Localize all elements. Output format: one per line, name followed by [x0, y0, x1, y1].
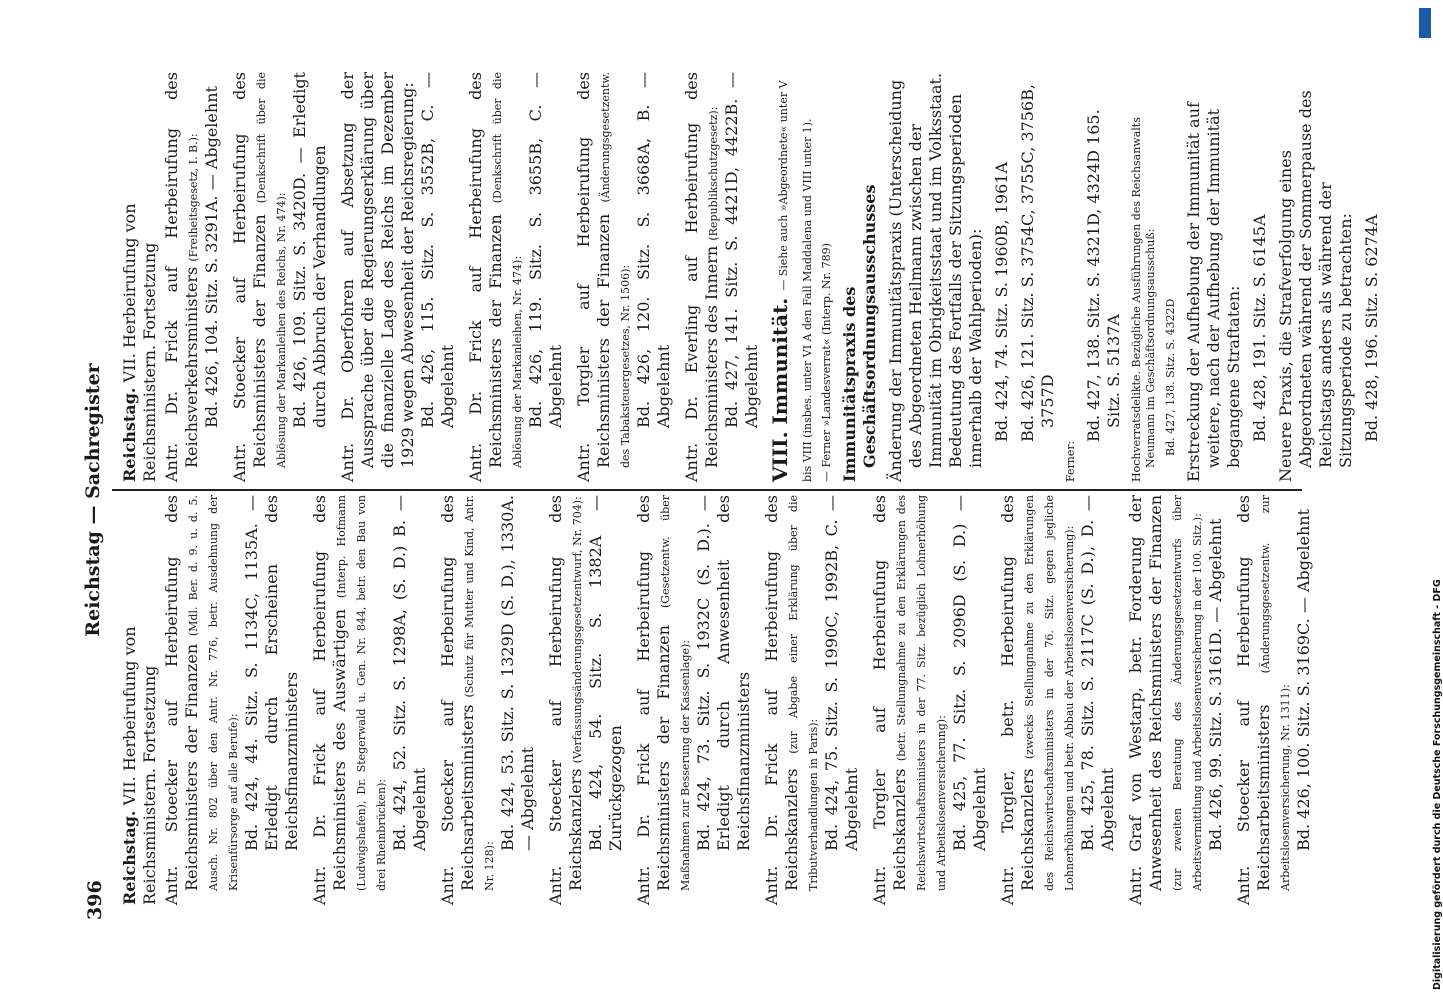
right-entry — [682, 72, 762, 482]
entry-main-text: Antr. Dr. Everling auf Herbeirufung des Reichsministers des Innern — [682, 72, 721, 482]
entry-subtext: (Interp. Hofmann (Ludwigshafen), Dr. Stegerwald u. Gen. Nr. 844, betr. den Bau von drei Rheinbrücken): — [335, 495, 388, 891]
praxis-text: Änderung der Immunitätspraxis (Unterscheidung des Abgeordneten Heilmann zwischen der Immunität im Obrigkeitsstaat und im Volksstaat. Bedeutung des Fortfalls der Sitzungsperioden innerhalb der Wahlperioden): — [886, 72, 985, 482]
entry-main-text: Antr. Stoecker auf Herbeirufung des Reichsarbeitsministers — [1234, 495, 1273, 905]
left-entry — [162, 495, 302, 905]
left-entry — [1126, 495, 1226, 905]
entry-reference: Bd. 424, 53. Sitz. S. 1329D (S. D.), 1330A. — Abgelehnt — [498, 495, 537, 851]
entry-reference: Bd. 424, 54. Sitz. S. 1382A — Zurückgezogen — [586, 495, 625, 851]
entry-main-text: Antr. Stoecker auf Herbeirufung des Reichsministers der Finanzen — [162, 495, 201, 905]
entry-subtext: (zur zweiten Beratung des Änderungsgesetzentwurfs über Arbeitsvermittlung und Arbeitslosenversicherung in der 100. Sitz.): — [1171, 495, 1204, 891]
ferner-label: Ferner: — [1064, 440, 1077, 482]
right-entry — [162, 72, 222, 482]
entry-subtext: (zwecks Stellungnahme zu den Erklärungen des Reichswirtschaftsministers in der 76. Sitz. gegen jegliche Lohnerhöhungen und betr. Abbau der Arbeitslosenversicherung): — [1023, 495, 1076, 891]
left-entry — [634, 495, 754, 905]
right-column-heading — [120, 72, 160, 482]
section-title-text: VIII. Immunität. — [768, 297, 792, 482]
neuere-praxis-ref: Bd. 428, 196. Sitz. S. 6274A — [1362, 214, 1381, 442]
erstreckung-text: Erstreckung der Aufhebung der Immunität auf weitere, nach der Aufhebung der Immunität begangene Straftaten: — [1184, 102, 1243, 482]
right-entry — [230, 72, 330, 482]
entry-reference: Bd. 426, 120. Sitz. S. 3668A, B. — Abgelehnt — [634, 72, 673, 428]
entry-subtext: (Republikschutzgesetz): — [707, 106, 720, 241]
left-entry — [310, 495, 430, 905]
entry-main-text: Antr. Stoecker auf Herbeirufung des Reichskanzlers — [546, 495, 585, 905]
entry-subtext: (Änderungsgesetzentw. des Tabaksteuergesetzes, Nr. 1506): — [599, 72, 632, 468]
left-entry — [546, 495, 626, 905]
left-heading-rest: VII. Herbeirufung von Reichsministern. Fortsetzung — [120, 626, 159, 905]
right-entry — [574, 72, 674, 482]
dfg-note-text: Digitalisierung gefördert durch die Deutsche Forschungsgemeinschaft - DFG — [1432, 579, 1443, 990]
right-entry — [338, 72, 458, 482]
entry-main-text: Antr. Graf von Westarp, betr. Forderung der Anwesenheit des Reichsministers der Finanzen — [1126, 495, 1165, 905]
entry-subtext: (Verfassungsänderungsgesetzentwurf, Nr. 704): — [571, 496, 584, 764]
entry-reference: Bd. 426, 109. Sitz. S. 3420D. — Erledigt durch Abbruch der Verhandlungen — [290, 72, 329, 428]
section-viii-title — [770, 72, 818, 482]
entry-reference: Bd. 425, 77. Sitz. S. 2096D (S. D.) — Abgelehnt — [950, 495, 989, 851]
left-entry-list — [162, 495, 1314, 905]
left-heading-bold: Reichstag. — [120, 810, 139, 905]
left-column — [120, 495, 1313, 905]
left-entry — [870, 495, 990, 905]
right-entry-list — [162, 72, 762, 482]
entry-subtext: (Änderungsgesetzentw. zur Arbeitslosenversicherung, Nr. 1311): — [1259, 495, 1292, 891]
entry-reference: Bd. 425, 78. Sitz. S. 2117C (S. D.), D. — Abgelehnt — [1078, 495, 1117, 851]
entry-main-text: Antr. Torgler auf Herbeirufung des Reichskanzlers — [870, 495, 909, 905]
right-entry — [466, 72, 566, 482]
praxis-ref-1: Bd. 424, 74. Sitz. S. 1960B, 1961A — [992, 161, 1011, 442]
entry-main-text: Antr. Torgler auf Herbeirufung des Reichsministers der Finanzen — [574, 72, 613, 482]
right-heading-bold: Reichstag. — [120, 387, 139, 482]
entry-reference: Bd. 424, 52. Sitz. S. 1298A, (S. D.) B. — Abgelehnt — [390, 495, 429, 851]
entry-subtext: (betr. Stellungnahme zu den Erklärungen des Reichswirtschaftsministers in der 77. Sitz. bezüglich Lohnerhöhung und Arbeitslosenversicherung): — [895, 495, 948, 891]
erstreckung-ref: Bd. 428, 191. Sitz. S. 6145A — [1250, 214, 1269, 442]
entry-subtext: (Mdl. Ber. d. 9. u. d. 5. Ausch. Nr. 802 über den Antr. Nr. 776, betr. Ausdehnung der Krisenfürsorge auf alle Berufe): — [187, 495, 240, 891]
praxis-ref-2: Bd. 426, 121. Sitz. S. 3754C, 3755C, 3756B, 3757D — [1018, 84, 1057, 442]
entry-reference: Bd. 424, 73. Sitz. S. 1932C (S. D.). — Erledigt durch Anwesenheit des Reichsfinanzministers — [694, 495, 753, 851]
entry-reference: Bd. 427, 141. Sitz. S. 4421D, 4422B. — Abgelehnt — [722, 72, 761, 428]
ferner-ref: Bd. 427, 138. Sitz. S. 4321D, 4324D 165. Sitz. S. 5137A — [1084, 109, 1123, 442]
entry-main-text: Antr. Dr. Frick auf Herbeirufung des Reichsministers der Finanzen — [634, 495, 673, 905]
entry-subtext: (Schutz für Mutter und Kind, Antr. Nr. 128): — [463, 495, 496, 891]
right-column — [120, 72, 1381, 482]
left-entry — [762, 495, 862, 905]
left-entry — [998, 495, 1118, 905]
entry-reference: Bd. 424, 44. Sitz. S. 1134C, 1135A. — Erledigt durch Erscheinen des Reichsfinanzministers — [242, 495, 301, 851]
entry-reference: Bd. 424, 75. Sitz. S. 1990C, 1992B, C. — Abgelehnt — [822, 495, 861, 851]
right-heading-rest: VII. Herbeirufung von Reichsministern. Fortsetzung — [120, 203, 159, 482]
praxis-title: Immunitätspraxis des Geschäftsordnungsausschusses — [840, 184, 879, 482]
entry-main-text: Antr. Dr. Frick auf Herbeirufung des Reichsverkehrsministers — [162, 72, 201, 482]
dfg-margin-note — [1418, 10, 1443, 990]
left-entry — [1234, 495, 1314, 905]
entry-subtext: (Denkschrift über die Ablösung der Markanleihen, Nr. 474): — [491, 72, 524, 468]
ferner-line: — Ferner »Landesverrat« (Interp. Nr. 789) — [820, 243, 833, 482]
entry-main-text: Antr. Dr. Frick auf Herbeirufung des Reichsministers der Finanzen — [466, 72, 505, 482]
entry-main-text: Antr. Dr. Frick auf Herbeirufung des Reichskanzlers — [762, 495, 801, 905]
column-divider — [112, 489, 1302, 491]
entry-subtext: (zur Abgabe einer Erklärung über die Tributverhandlungen in Paris): — [787, 495, 820, 891]
entry-main-text: Antr. Dr. Frick auf Herbeirufung des Reichsministers des Auswärtigen — [310, 495, 349, 905]
entry-reference: Bd. 426, 115. Sitz. S. 3552B, C. — Abgelehnt — [418, 72, 457, 428]
hochverrat-text: Hochverratsdelikte. Bezügliche Ausführungen des Reichsanwalts Neumann im Geschäftsordnungsausschuß: — [1130, 117, 1157, 482]
entry-reference: Bd. 426, 119. Sitz. S. 3655B, C. — Abgelehnt — [526, 72, 565, 428]
entry-main-text: Antr. Torgler, betr. Herbeirufung des Reichskanzlers — [998, 495, 1037, 905]
hochverrat-ref: Bd. 427, 138. Sitz. S. 4322D — [1164, 298, 1177, 456]
page-number: 396 — [84, 880, 106, 920]
section-note: — Siehe auch »Abgeordnete« unter V bis VIII (insbes. unter VI A den Fall Maddalena und VIII unter 1). — [777, 80, 814, 482]
entry-main-text: Antr. Stoecker auf Herbeirufung des Reichsarbeitsministers — [438, 495, 477, 905]
entry-subtext: (Denkschrift über die Ablösung der Markanleihen des Reichs, Nr. 474): — [255, 72, 288, 468]
neuere-praxis-text: Neuere Praxis, die Strafverfolgung eines Abgeordneten während der Sommerpause des Reichstags anders als während der Sitzungsperiode zu betrachten: — [1276, 90, 1355, 482]
running-title: Reichstag — Sachregister — [82, 363, 104, 637]
entry-reference: Bd. 426, 100. Sitz. S. 3169C. — Abgelehnt — [1294, 508, 1313, 851]
left-entry — [438, 495, 538, 905]
entry-subtext: (Freiheitsgesetz, I. B.): — [187, 133, 200, 262]
entry-subtext: (Gesetzentw. über Maßnahmen zur Besserung der Kassenlage): — [659, 495, 692, 891]
entry-reference: Bd. 426, 104. Sitz. S. 3291A. — Abgelehnt — [202, 86, 221, 428]
entry-main-text: Antr. Dr. Oberfohren auf Absetzung der Aussprache über die Regierungserklärung über die finanzielle Lage des Reichs im Dezember 1929 wegen Abwesenheit der Reichsregierung: — [338, 72, 417, 482]
entry-main-text: Antr. Stoecker auf Herbeirufung des Reichsministers der Finanzen — [230, 72, 269, 482]
page-header — [82, 80, 110, 920]
entry-reference: Bd. 426, 99. Sitz. S. 3161D. — Abgelehnt — [1206, 518, 1225, 851]
left-column-heading — [120, 495, 160, 905]
